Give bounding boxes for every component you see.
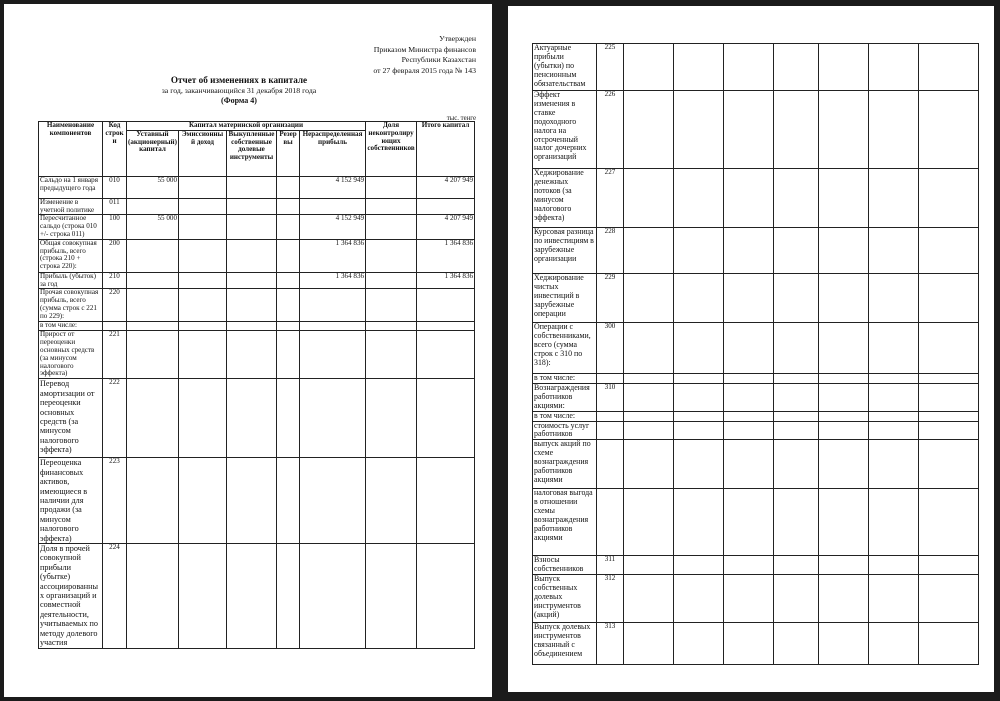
value-cell: [724, 374, 774, 384]
reserves-cell: [277, 331, 300, 379]
value-cell: [919, 575, 979, 623]
row-code: 100: [103, 215, 127, 239]
value-cell: [674, 556, 724, 575]
total-capital-cell: 1 364 836: [417, 239, 475, 272]
value-cell: [624, 489, 674, 556]
row-name: Эффект изменения в ставке подоходного налога на отсроченный налог дочерних организаций: [533, 91, 597, 169]
value-cell: [919, 440, 979, 489]
value-cell: [919, 421, 979, 440]
row-name: Сальдо на 1 января предыдущего года: [39, 176, 103, 198]
value-cell: [624, 323, 674, 374]
table-row: [533, 383, 979, 411]
total-capital-cell: [417, 289, 475, 322]
row-code: [597, 374, 624, 384]
value-cell: [624, 556, 674, 575]
total-capital-cell: [417, 331, 475, 379]
table-row: [533, 489, 979, 556]
value-cell: [869, 440, 919, 489]
header-reserves: Резервы: [277, 130, 300, 176]
row-code: [597, 489, 624, 556]
value-cell: [919, 383, 979, 411]
charter-capital-cell: [127, 458, 179, 544]
value-cell: [724, 411, 774, 421]
value-cell: [919, 228, 979, 274]
minority-cell: [366, 272, 417, 289]
value-cell: [774, 228, 819, 274]
value-cell: [819, 421, 869, 440]
table-row: [39, 239, 475, 272]
value-cell: [819, 411, 869, 421]
charter-capital-cell: [127, 289, 179, 322]
header-treasury-shares: Выкупленные собственные долевые инструменты: [227, 130, 277, 176]
table-row: [39, 289, 475, 322]
value-cell: [674, 489, 724, 556]
row-name: налоговая выгода в отношении схемы вознаграждения работников акциями: [533, 489, 597, 556]
share-premium-cell: [179, 544, 227, 648]
minority-cell: [366, 289, 417, 322]
value-cell: [869, 274, 919, 323]
row-name: Вознаграждения работников акциями:: [533, 383, 597, 411]
table-row: [39, 272, 475, 289]
total-capital-cell: [417, 458, 475, 544]
value-cell: [919, 556, 979, 575]
value-cell: [774, 623, 819, 665]
row-name: Выпуск долевых инструментов связанный с объединением: [533, 623, 597, 665]
row-name: Прочая совокупная прибыль, всего (сумма строк с 221 по 229):: [39, 289, 103, 322]
value-cell: [819, 440, 869, 489]
value-cell: [674, 383, 724, 411]
currency-unit: тыс. тенге: [446, 115, 476, 122]
total-capital-cell: 4 207 949: [417, 215, 475, 239]
value-cell: [724, 274, 774, 323]
row-code: 222: [103, 379, 127, 458]
value-cell: [724, 575, 774, 623]
retained-earnings-cell: [300, 322, 366, 331]
value-cell: [674, 440, 724, 489]
row-name: Хеджирование денежных потоков (за минусом налогового эффекта): [533, 169, 597, 228]
row-name: Общая совокупная прибыль, всего (строка 210 + строка 220):: [39, 239, 103, 272]
value-cell: [819, 228, 869, 274]
header-code: Код строки: [103, 122, 127, 177]
equity-changes-table-continued: [532, 43, 979, 665]
value-cell: [724, 623, 774, 665]
table-row: [533, 228, 979, 274]
table-row: [39, 322, 475, 331]
value-cell: [819, 323, 869, 374]
treasury-shares-cell: [227, 544, 277, 648]
row-name: Прибыль (убыток) за год: [39, 272, 103, 289]
value-cell: [774, 374, 819, 384]
value-cell: [624, 575, 674, 623]
share-premium-cell: [179, 239, 227, 272]
reserves-cell: [277, 215, 300, 239]
row-code: 220: [103, 289, 127, 322]
value-cell: [869, 374, 919, 384]
value-cell: [724, 323, 774, 374]
value-cell: [624, 383, 674, 411]
value-cell: [774, 440, 819, 489]
table-row: [533, 274, 979, 323]
reserves-cell: [277, 544, 300, 648]
value-cell: [819, 274, 869, 323]
reserves-cell: [277, 379, 300, 458]
value-cell: [724, 91, 774, 169]
row-code: 300: [597, 323, 624, 374]
row-name: Доля в прочей совокупной прибыли (убытке) ассоциированных организаций и совместной деятельности, учитываемых по методу долевого участия: [39, 544, 103, 648]
value-cell: [919, 91, 979, 169]
charter-capital-cell: [127, 198, 179, 215]
row-name: выпуск акций по схеме вознаграждения работников акциями: [533, 440, 597, 489]
row-code: 311: [597, 556, 624, 575]
right-page: [508, 6, 994, 692]
minority-cell: [366, 215, 417, 239]
row-code: 227: [597, 169, 624, 228]
value-cell: [919, 489, 979, 556]
value-cell: [724, 440, 774, 489]
treasury-shares-cell: [227, 331, 277, 379]
treasury-shares-cell: [227, 458, 277, 544]
total-capital-cell: [417, 322, 475, 331]
table-row: [533, 374, 979, 384]
share-premium-cell: [179, 198, 227, 215]
value-cell: [919, 323, 979, 374]
value-cell: [674, 575, 724, 623]
minority-cell: [366, 544, 417, 648]
table-row: [39, 331, 475, 379]
minority-cell: [366, 331, 417, 379]
value-cell: [624, 91, 674, 169]
value-cell: [624, 411, 674, 421]
value-cell: [774, 383, 819, 411]
value-cell: [724, 44, 774, 91]
table-row: [533, 421, 979, 440]
row-name: Перевод амортизации от переоценки основных средств (за минусом налогового эффекта): [39, 379, 103, 458]
table-row: [533, 440, 979, 489]
table-row: [533, 411, 979, 421]
share-premium-cell: [179, 215, 227, 239]
retained-earnings-cell: [300, 458, 366, 544]
value-cell: [774, 169, 819, 228]
row-name: Курсовая разница по инвестициям в зарубежные организации: [533, 228, 597, 274]
value-cell: [869, 169, 919, 228]
value-cell: [724, 556, 774, 575]
header-minority: Доля неконтролирующих собственников: [366, 122, 417, 177]
share-premium-cell: [179, 458, 227, 544]
table-row: [533, 556, 979, 575]
charter-capital-cell: [127, 544, 179, 648]
value-cell: [624, 421, 674, 440]
row-name: Актуарные прибыли (убытки) по пенсионным обязательствам: [533, 44, 597, 91]
value-cell: [919, 411, 979, 421]
value-cell: [819, 556, 869, 575]
value-cell: [774, 556, 819, 575]
table-row: [533, 44, 979, 91]
total-capital-cell: 1 364 836: [417, 272, 475, 289]
charter-capital-cell: [127, 331, 179, 379]
minority-cell: [366, 239, 417, 272]
approval-line: от 27 февраля 2015 года № 143: [373, 65, 476, 75]
value-cell: [869, 575, 919, 623]
table-row: [39, 458, 475, 544]
value-cell: [869, 323, 919, 374]
value-cell: [819, 91, 869, 169]
row-code: [597, 440, 624, 489]
retained-earnings-cell: [300, 198, 366, 215]
value-cell: [674, 374, 724, 384]
row-code: 221: [103, 331, 127, 379]
row-code: 011: [103, 198, 127, 215]
retained-earnings-cell: [300, 289, 366, 322]
share-premium-cell: [179, 331, 227, 379]
total-capital-cell: [417, 544, 475, 648]
reserves-cell: [277, 458, 300, 544]
value-cell: [819, 489, 869, 556]
row-name: в том числе:: [533, 411, 597, 421]
row-name: Переоценка финансовых активов, имеющиеся в наличии для продажи (за минусом налогового эффекта): [39, 458, 103, 544]
value-cell: [869, 421, 919, 440]
header-name: Наименование компонентов: [39, 122, 103, 177]
minority-cell: [366, 198, 417, 215]
report-subtitle: за год, заканчивающийся 31 декабря 2018 года: [161, 86, 317, 95]
header-total: Итого капитал: [417, 122, 475, 177]
treasury-shares-cell: [227, 215, 277, 239]
row-name: Взносы собственников: [533, 556, 597, 575]
value-cell: [674, 169, 724, 228]
value-cell: [624, 228, 674, 274]
reserves-cell: [277, 239, 300, 272]
reserves-cell: [277, 289, 300, 322]
minority-cell: [366, 458, 417, 544]
row-code: 210: [103, 272, 127, 289]
treasury-shares-cell: [227, 272, 277, 289]
share-premium-cell: [179, 322, 227, 331]
header-charter-capital: Уставный (акционерный) капитал: [127, 130, 179, 176]
value-cell: [674, 91, 724, 169]
value-cell: [919, 374, 979, 384]
approval-line: Утвержден: [439, 34, 476, 43]
value-cell: [869, 228, 919, 274]
value-cell: [774, 323, 819, 374]
total-capital-cell: 4 207 949: [417, 176, 475, 198]
treasury-shares-cell: [227, 176, 277, 198]
value-cell: [819, 575, 869, 623]
treasury-shares-cell: [227, 322, 277, 331]
value-cell: [674, 323, 724, 374]
value-cell: [919, 274, 979, 323]
minority-cell: [366, 379, 417, 458]
value-cell: [774, 421, 819, 440]
reserves-cell: [277, 322, 300, 331]
minority-cell: [366, 322, 417, 331]
approval-line: Приказом Министра финансов: [373, 44, 476, 54]
row-code: [103, 322, 127, 331]
table-row: [39, 198, 475, 215]
value-cell: [624, 440, 674, 489]
form-number: (Форма 4): [221, 96, 257, 105]
row-code: 225: [597, 44, 624, 91]
report-title: Отчет об изменениях в капитале: [170, 75, 308, 85]
value-cell: [674, 421, 724, 440]
row-code: 313: [597, 623, 624, 665]
treasury-shares-cell: [227, 289, 277, 322]
header-share-premium: Эмиссионный доход: [179, 130, 227, 176]
value-cell: [869, 383, 919, 411]
charter-capital-cell: 55 000: [127, 176, 179, 198]
value-cell: [624, 44, 674, 91]
value-cell: [869, 44, 919, 91]
value-cell: [674, 411, 724, 421]
row-code: [597, 411, 624, 421]
value-cell: [724, 228, 774, 274]
table-row: [533, 169, 979, 228]
value-cell: [724, 383, 774, 411]
retained-earnings-cell: 1 364 836: [300, 239, 366, 272]
table-row: [533, 323, 979, 374]
value-cell: [819, 44, 869, 91]
row-name: стоимость услуг работников: [533, 421, 597, 440]
share-premium-cell: [179, 289, 227, 322]
total-capital-cell: [417, 198, 475, 215]
equity-changes-table: [38, 121, 475, 649]
table-row: [39, 176, 475, 198]
value-cell: [674, 623, 724, 665]
header-retained-earnings: Нераспределенная прибыль: [300, 130, 366, 176]
value-cell: [674, 44, 724, 91]
charter-capital-cell: 55 000: [127, 215, 179, 239]
row-name: Хеджирование чистых инвестиций в зарубежные операции: [533, 274, 597, 323]
charter-capital-cell: [127, 239, 179, 272]
share-premium-cell: [179, 272, 227, 289]
value-cell: [724, 421, 774, 440]
treasury-shares-cell: [227, 198, 277, 215]
charter-capital-cell: [127, 379, 179, 458]
value-cell: [624, 274, 674, 323]
row-name: Операции с собственниками, всего (сумма строк с 310 по 318):: [533, 323, 597, 374]
approval-line: Республики Казахстан: [401, 55, 476, 65]
minority-cell: [366, 176, 417, 198]
value-cell: [819, 383, 869, 411]
value-cell: [674, 228, 724, 274]
table-row: [533, 575, 979, 623]
approval-block: [373, 34, 476, 76]
value-cell: [869, 489, 919, 556]
retained-earnings-cell: 4 152 949: [300, 215, 366, 239]
row-name: в том числе:: [39, 322, 103, 331]
value-cell: [724, 489, 774, 556]
share-premium-cell: [179, 379, 227, 458]
table-row: [533, 91, 979, 169]
treasury-shares-cell: [227, 239, 277, 272]
total-capital-cell: [417, 379, 475, 458]
value-cell: [869, 556, 919, 575]
retained-earnings-cell: 1 364 836: [300, 272, 366, 289]
value-cell: [774, 575, 819, 623]
row-name: Пересчитанное сальдо (строка 010 +/- строка 011): [39, 215, 103, 239]
reserves-cell: [277, 176, 300, 198]
value-cell: [624, 374, 674, 384]
row-name: Выпуск собственных долевых инструментов (акций): [533, 575, 597, 623]
charter-capital-cell: [127, 272, 179, 289]
share-premium-cell: [179, 176, 227, 198]
value-cell: [869, 411, 919, 421]
left-page: [4, 4, 492, 697]
value-cell: [819, 623, 869, 665]
value-cell: [724, 169, 774, 228]
value-cell: [624, 169, 674, 228]
retained-earnings-cell: [300, 544, 366, 648]
value-cell: [674, 274, 724, 323]
table-row: [39, 544, 475, 648]
row-code: 229: [597, 274, 624, 323]
value-cell: [869, 623, 919, 665]
row-name: Изменение в учетной политике: [39, 198, 103, 215]
value-cell: [919, 44, 979, 91]
table-row: [533, 623, 979, 665]
value-cell: [774, 91, 819, 169]
value-cell: [624, 623, 674, 665]
retained-earnings-cell: [300, 379, 366, 458]
retained-earnings-cell: [300, 331, 366, 379]
value-cell: [919, 169, 979, 228]
reserves-cell: [277, 198, 300, 215]
table-row: [39, 215, 475, 239]
value-cell: [819, 169, 869, 228]
row-name: в том числе:: [533, 374, 597, 384]
treasury-shares-cell: [227, 379, 277, 458]
retained-earnings-cell: 4 152 949: [300, 176, 366, 198]
value-cell: [774, 44, 819, 91]
value-cell: [819, 374, 869, 384]
reserves-cell: [277, 272, 300, 289]
row-code: 010: [103, 176, 127, 198]
header-parent-capital: Капитал материнской организации: [127, 122, 366, 131]
row-code: 224: [103, 544, 127, 648]
row-code: 312: [597, 575, 624, 623]
charter-capital-cell: [127, 322, 179, 331]
table-row: [39, 379, 475, 458]
row-code: [597, 421, 624, 440]
row-code: 310: [597, 383, 624, 411]
row-code: 223: [103, 458, 127, 544]
row-name: Прирост от переоценки основных средств (за минусом налогового эффекта): [39, 331, 103, 379]
value-cell: [919, 623, 979, 665]
value-cell: [774, 274, 819, 323]
value-cell: [774, 411, 819, 421]
row-code: 228: [597, 228, 624, 274]
row-code: 226: [597, 91, 624, 169]
row-code: 200: [103, 239, 127, 272]
value-cell: [869, 91, 919, 169]
value-cell: [774, 489, 819, 556]
